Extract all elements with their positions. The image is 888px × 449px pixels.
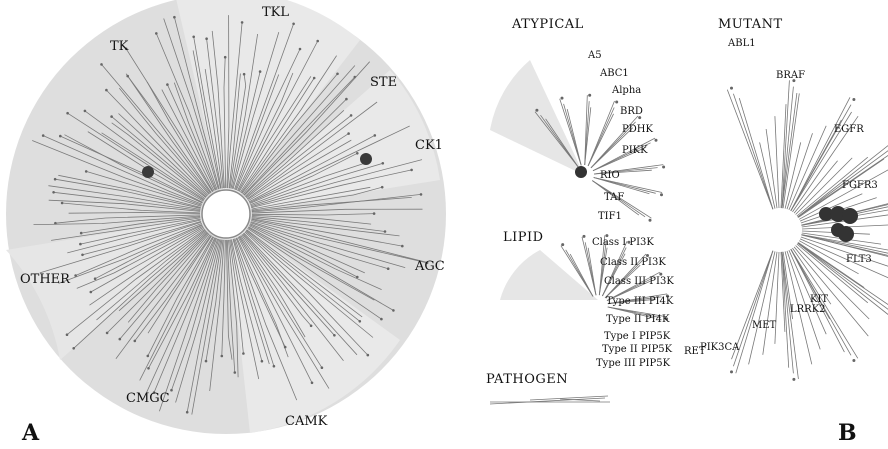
mutant-label: MET <box>752 320 777 331</box>
tree-a-leaf-node <box>79 243 82 246</box>
lipid-leaf-node <box>583 235 586 238</box>
tree-a-leaf-node <box>321 366 324 369</box>
tree-a-leaf-node <box>90 291 93 294</box>
mutant-label: PIK3CA <box>700 342 740 353</box>
mutant-label: FLT3 <box>846 254 872 265</box>
tree-a-leaf-node <box>61 202 64 205</box>
tree-a-leaf-node <box>299 48 302 51</box>
lipid-labels <box>592 237 674 369</box>
tree-a-leaf-node <box>313 77 316 80</box>
group-label-ck1: CK1 <box>415 138 443 153</box>
mutant-branch <box>775 116 779 208</box>
mutant-label: FGFR3 <box>842 180 878 191</box>
atypical-label: ABC1 <box>600 68 629 79</box>
mutant-center-hub <box>760 210 800 250</box>
tree-a-leaf-node <box>243 73 246 76</box>
mutant-labels <box>684 38 878 357</box>
tree-a-leaf-node <box>310 325 313 328</box>
atypical-leaf-node <box>662 166 665 169</box>
tree-a-leaf-node <box>387 267 390 270</box>
tree-a-leaf-node <box>359 320 362 323</box>
tree-a-leaf-node <box>66 333 69 336</box>
mutant-label: EGFR <box>834 124 864 135</box>
atypical-leaf-node <box>615 101 618 104</box>
tree-a-leaf-node <box>42 134 45 137</box>
tree-a-leaf-node <box>380 318 383 321</box>
atypical-leaf-node <box>649 219 652 222</box>
tree-a-leaf-node <box>166 83 169 86</box>
mutant-subtree <box>684 17 888 381</box>
lipid-sector <box>500 250 598 300</box>
tree-a-leaf-node <box>105 89 108 92</box>
mutant-label: RET <box>684 346 706 357</box>
atypical-leaf-node <box>655 139 658 142</box>
tree-a-leaf-node <box>234 371 237 374</box>
tree-a-leaf-node <box>134 340 137 343</box>
tree-a-leaf-node <box>147 355 150 358</box>
tree-a-leaf-node <box>192 36 195 39</box>
panel-a-kinome-tree <box>6 0 446 446</box>
tree-a-leaf-node <box>261 360 264 363</box>
mutant-label: ABL1 <box>728 38 756 49</box>
mutant-branch <box>727 90 773 210</box>
pathogen-branches <box>490 396 610 404</box>
mutant-leaf-node <box>852 359 855 362</box>
tree-a-leaf-node <box>381 186 384 189</box>
group-label-camk: CAMK <box>285 414 328 429</box>
tree-a-leaf-node <box>356 152 359 155</box>
mutant-branch <box>749 251 775 364</box>
group-label-agc: AGC <box>415 259 445 274</box>
mutant-leaf-node <box>852 98 855 101</box>
lipid-title: LIPID <box>503 230 544 245</box>
atypical-subtree <box>490 17 665 222</box>
lipid-label: Class III PI3K <box>604 276 674 287</box>
lipid-label: Type II PIP5K <box>602 344 673 355</box>
panel-letter-a: A <box>22 420 40 446</box>
group-label-other: OTHER <box>20 272 70 287</box>
atypical-label: BRD <box>620 106 643 117</box>
tree-a-leaf-node <box>316 40 319 43</box>
tree-a-leaf-node <box>85 170 88 173</box>
tree-a-leaf-node <box>347 132 350 135</box>
panel-b-subtrees <box>486 17 888 446</box>
atypical-leaf-node <box>561 97 564 100</box>
mutant-branch <box>733 94 773 210</box>
tree-a-leaf-node <box>410 169 413 172</box>
atypical-leaf-node <box>535 109 538 112</box>
tree-a-leaf-node <box>110 115 113 118</box>
mutant-leaf-node <box>730 370 733 373</box>
mutant-leaf-node <box>792 378 795 381</box>
mutant-label: LRRK2 <box>790 304 826 315</box>
lipid-label: Type II PI4K <box>606 314 670 325</box>
mutant-title: MUTANT <box>718 17 783 32</box>
tree-a-leaf-node <box>259 70 262 73</box>
tree-a-leaf-node <box>155 32 158 35</box>
tree-a-leaf-node <box>54 222 57 225</box>
group-label-cmgc: CMGC <box>126 391 170 406</box>
atypical-leaf-node <box>588 94 591 97</box>
tree-a-leaf-node <box>374 134 377 137</box>
tree-a-leaf-node <box>292 23 295 26</box>
tree-a-center-hub <box>202 190 250 238</box>
tree-a-marker-tk <box>142 166 154 178</box>
tree-a-leaf-node <box>224 56 227 59</box>
tree-a-leaf-node <box>147 367 150 370</box>
lipid-subtree <box>500 230 674 369</box>
tree-a-leaf-node <box>66 112 69 115</box>
panel-letter-b: B <box>838 420 857 446</box>
mutant-branch <box>736 251 773 373</box>
pathogen-subtree <box>486 372 610 404</box>
tree-a-leaf-node <box>345 98 348 101</box>
tree-a-leaf-node <box>284 346 287 349</box>
lipid-label: Type III PIP5K <box>596 358 671 369</box>
lipid-label: Type III PI4K <box>606 296 674 307</box>
mutant-branch <box>791 97 850 211</box>
tree-a-leaf-node <box>100 63 103 66</box>
mutant-leaf-node <box>730 87 733 90</box>
tree-a-leaf-node <box>186 411 189 414</box>
tree-a-leaf-node <box>367 354 370 357</box>
tree-a-leaf-node <box>205 360 208 363</box>
tree-a-leaf-node <box>106 332 109 335</box>
mutant-branches <box>727 79 888 381</box>
tree-a-leaf-node <box>382 162 385 165</box>
tree-a-leaf-node <box>52 191 55 194</box>
tree-a-leaf-node <box>80 232 83 235</box>
tree-a-marker-ck1 <box>360 153 372 165</box>
atypical-label: PDHK <box>622 124 653 135</box>
tree-a-leaf-node <box>336 73 339 76</box>
tree-a-leaf-node <box>242 352 245 355</box>
atypical-label: PIKK <box>622 145 648 156</box>
lipid-label: Type I PIP5K <box>604 331 671 342</box>
tree-a-leaf-node <box>273 365 276 368</box>
tree-a-leaf-node <box>373 212 376 215</box>
tree-a-leaf-node <box>54 178 57 181</box>
mutant-branch <box>739 98 773 209</box>
tree-a-leaf-node <box>350 114 353 117</box>
tree-a-leaf-node <box>420 193 423 196</box>
lipid-leaf-node <box>561 243 564 246</box>
tree-a-leaf-node <box>333 334 336 337</box>
tree-a-leaf-node <box>401 245 404 248</box>
tree-a-leaf-node <box>241 21 244 24</box>
tree-a-leaf-node <box>84 110 87 113</box>
mutant-branch <box>787 133 813 209</box>
tree-a-leaf-node <box>221 355 224 358</box>
lipid-branch <box>588 248 596 295</box>
atypical-label: TIF1 <box>598 211 622 222</box>
atypical-label: RIO <box>600 170 620 181</box>
mutant-label: BRAF <box>776 70 806 81</box>
atypical-title: ATYPICAL <box>512 17 584 32</box>
tree-a-leaf-node <box>170 389 173 392</box>
mutant-label: KIT <box>810 294 829 305</box>
atypical-label: Alpha <box>612 85 642 96</box>
tree-a-leaf-node <box>119 338 122 341</box>
group-label-tkl: TKL <box>262 5 290 20</box>
group-label-ste: STE <box>370 75 398 90</box>
tree-a-leaf-node <box>74 274 77 277</box>
atypical-label: TAF <box>604 192 625 203</box>
tree-a-leaf-node <box>311 382 314 385</box>
atypical-marker-rio <box>575 166 587 178</box>
tree-a-leaf-node <box>94 277 97 280</box>
group-label-tk: TK <box>110 39 129 54</box>
tree-a-leaf-node <box>173 16 176 19</box>
tree-a-leaf-node <box>72 347 75 350</box>
atypical-leaf-node <box>660 193 663 196</box>
atypical-label: A5 <box>588 50 602 61</box>
lipid-label: Class II PI3K <box>600 257 666 268</box>
tree-a-leaf-node <box>384 230 387 233</box>
tree-a-leaf-node <box>59 135 62 138</box>
pathogen-title: PATHOGEN <box>486 372 569 387</box>
tree-a-leaf-node <box>205 37 208 40</box>
lipid-label: Class I PI3K <box>592 237 654 248</box>
atypical-sector <box>490 60 584 175</box>
tree-a-leaf-node <box>126 75 129 78</box>
tree-a-leaf-node <box>392 309 395 312</box>
tree-a-leaf-node <box>81 254 84 257</box>
